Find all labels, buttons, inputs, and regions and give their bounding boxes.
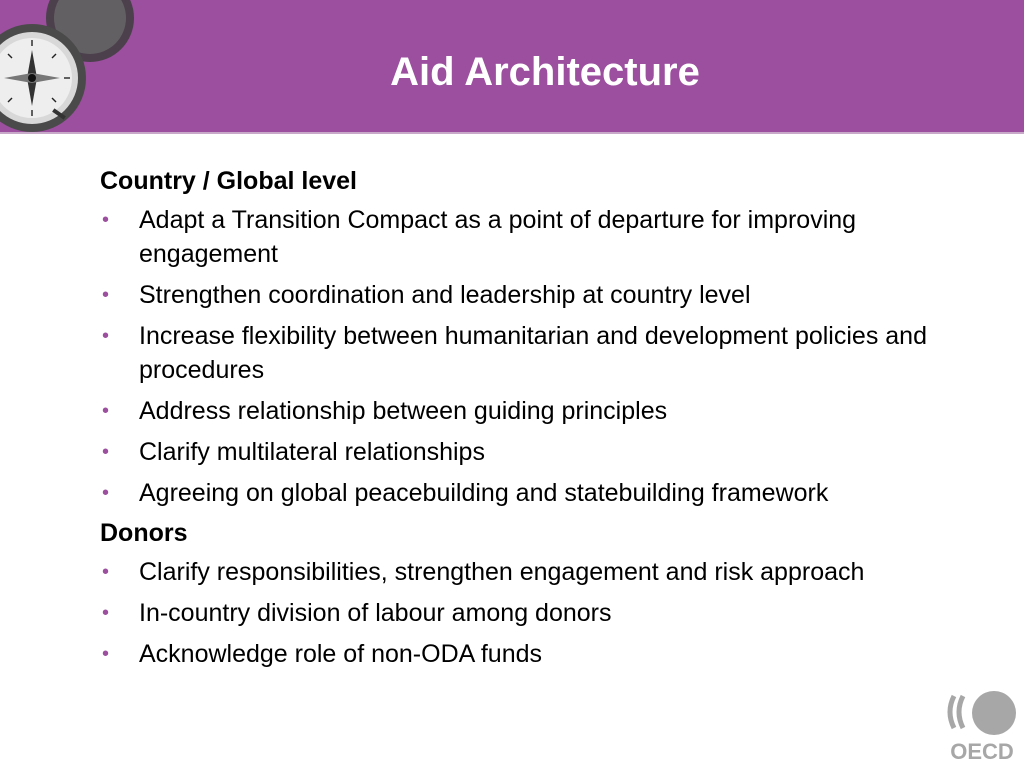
bullet-text: Agreeing on global peacebuilding and statebuilding framework: [139, 479, 829, 507]
bullet-item: [100, 596, 980, 630]
bullet-dot-icon: •: [102, 284, 110, 306]
bullet-text: Strengthen coordination and leadership at country level: [139, 281, 751, 309]
bullet-text: In-country division of labour among donors: [139, 599, 612, 627]
bullet-dot-icon: •: [102, 602, 110, 624]
bullet-dot-icon: •: [102, 400, 110, 422]
compass-icon: [0, 0, 140, 134]
bullet-text: Acknowledge role of non-ODA funds: [139, 640, 543, 668]
bullet-dot-icon: •: [102, 209, 110, 231]
bullet-item: [100, 278, 980, 312]
bullet-list-donors: [100, 555, 980, 671]
bullet-dot-icon: •: [102, 441, 110, 463]
bullet-text: Address relationship between guiding principles: [139, 397, 668, 425]
bullet-dot-icon: •: [102, 561, 110, 583]
bullet-text: Clarify responsibilities, strengthen engagement and risk approach: [139, 558, 865, 586]
section-heading-donors: Donors: [100, 519, 188, 547]
bullet-item: [100, 319, 980, 387]
oecd-logo-icon: [946, 688, 1020, 762]
bullet-item: [100, 555, 980, 589]
bullet-item: [100, 476, 980, 510]
bullet-item: [100, 394, 980, 428]
bullet-dot-icon: •: [102, 482, 110, 504]
bullet-text: Increase flexibility between humanitarian and development policies and procedures: [139, 322, 927, 384]
bullet-item: [100, 637, 980, 671]
slide-body: [100, 162, 980, 671]
bullet-item: [100, 203, 980, 271]
slide-title: Aid Architecture: [390, 50, 700, 94]
svg-text:OECD: OECD: [950, 739, 1014, 762]
bullet-text: Clarify multilateral relationships: [139, 438, 485, 466]
slide-header: [0, 0, 1024, 134]
bullet-dot-icon: •: [102, 325, 110, 347]
bullet-text: Adapt a Transition Compact as a point of departure for improving engagement: [139, 206, 857, 268]
section-heading-country-global: Country / Global level: [100, 167, 357, 195]
bullet-list-country-global: [100, 203, 980, 510]
bullet-dot-icon: •: [102, 643, 110, 665]
bullet-item: [100, 435, 980, 469]
